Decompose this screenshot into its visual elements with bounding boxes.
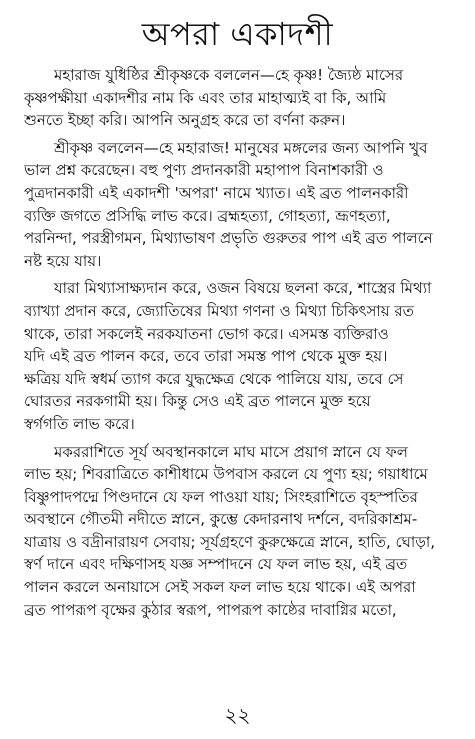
text-line: লাভ হয়; শিবরাত্রিতে কাশীধামে উপবাস করলে যে পুণ্য হয়; গয়াধামে xyxy=(24,465,428,484)
paragraph-1 xyxy=(24,64,451,132)
text-line: কৃষ্ণপক্ষীয়া একাদশীর নাম কি এবং তার মাহাত্ম্যই বা কি, আমি xyxy=(24,88,387,107)
text-line: নষ্ট হয়ে যায়। xyxy=(24,251,102,270)
text-line: স্বর্গগতি লাভ করে। xyxy=(24,414,135,433)
text-line: মহারাজ যুধিষ্ঠির শ্রীকৃষ্ণকে বললেন—হে কৃষ্ণ! জ্যৈষ্ঠ মাসের xyxy=(54,66,404,84)
text-line: মকররাশিতে সূর্য অবস্থানকালে মাঘ মাসে প্রয়াগ স্নানে যে ফল xyxy=(54,442,408,461)
paragraph-3 xyxy=(24,277,451,435)
text-line: থাকে, তারা সকলেই নরকযাতনা ভোগ করে। এসমস্ত ব্যক্তিরাও xyxy=(24,324,389,343)
text-line: পুত্রদানকারী এই একাদশী 'অপরা' নামে খ্যাত। এই ব্রত পালনকারী xyxy=(24,183,409,202)
text-line: ব্যক্তি জগতে প্রসিদ্ধি লাভ করে। ব্রহ্মহত্যা, গোহত্যা, ভ্রূণহত্যা, xyxy=(24,206,391,225)
text-line: ক্ষত্রিয় যদি স্বধর্ম ত্যাগ করে যুদ্ধক্ষেত্র থেকে পালিয়ে যায়, তবে সে xyxy=(24,369,404,388)
text-line: ভাল প্রশ্ন করেছেন। বহু পুণ্য প্রদানকারী মহাপাপ বিনাশকারী ও xyxy=(24,161,384,180)
page-title: অপরা একাদশী xyxy=(141,15,334,53)
text-line: শুনতে ইচ্ছা করি। আপনি অনুগ্রহ করে তা বর্ণনা করুন। xyxy=(24,111,346,130)
text-line: বিষ্ণুপাদপদ্মে পিণ্ডদানে যে ফল পাওয়া যায়; সিংহরাশিতে বৃহস্পতির xyxy=(24,487,418,506)
text-line: শ্রীকৃষ্ণ বললেন—হে মহারাজ! মানুষের মঙ্গলের জন্য আপনি খুব xyxy=(54,138,428,157)
text-line: ঘোরতর নরকগামী হয়। কিন্তু সেও এই ব্রত পালনে মুক্ত হয়ে xyxy=(24,392,371,411)
text-line: যদি এই ব্রত পালন করে, তবে তারা সমস্ত পাপ থেকে মুক্ত হয়। xyxy=(24,347,388,366)
text-line: পরনিন্দা, পরস্ত্রীগমন, মিথ্যাভাষণ প্রভৃতি গুরুতর পাপ এই ব্রত পালনে xyxy=(24,229,433,248)
text-line: স্বর্ণ দানে এবং দক্ষিণাসহ যজ্ঞ সম্পাদনে যে ফল লাভ হয়, এই ব্রত xyxy=(24,555,408,574)
text-line: যাত্রায় ও বদ্রীনারায়ণ সেবায়; সূর্যগ্রহণে কুরুক্ষেত্রে স্নানে, হাতি, ঘোড়া, xyxy=(24,532,436,551)
text-line: অবস্থানে গৌতমী নদীতে স্নানে, কুম্ভে কেদারনাথ দর্শনে, বদরিকাশ্রম- xyxy=(24,510,418,529)
paragraph-2 xyxy=(24,137,451,273)
text-line: ব্যাখ্যা প্রদান করে, জ্যোতিষের মিথ্যা গণনা ও মিথ্যা চিকিৎসায় রত xyxy=(24,301,414,320)
text-line: যারা মিথ্যাসাক্ষ্যদান করে, ওজন বিষয়ে ছলনা করে, শাস্ত্রের মিথ্যা xyxy=(54,279,432,298)
body-text xyxy=(24,64,451,621)
page-number: ২২ xyxy=(224,703,251,727)
paragraph-4 xyxy=(24,441,451,622)
text-line: পালন করলে অনায়াসে সেই সকল ফল লাভ হয়ে থাকে। এই অপরা xyxy=(24,578,416,597)
text-line: ব্রত পাপরূপ বৃক্ষের কুঠার স্বরূপ, পাপরূপ কাষ্ঠের দাবাগ্নির মতো, xyxy=(24,600,397,619)
